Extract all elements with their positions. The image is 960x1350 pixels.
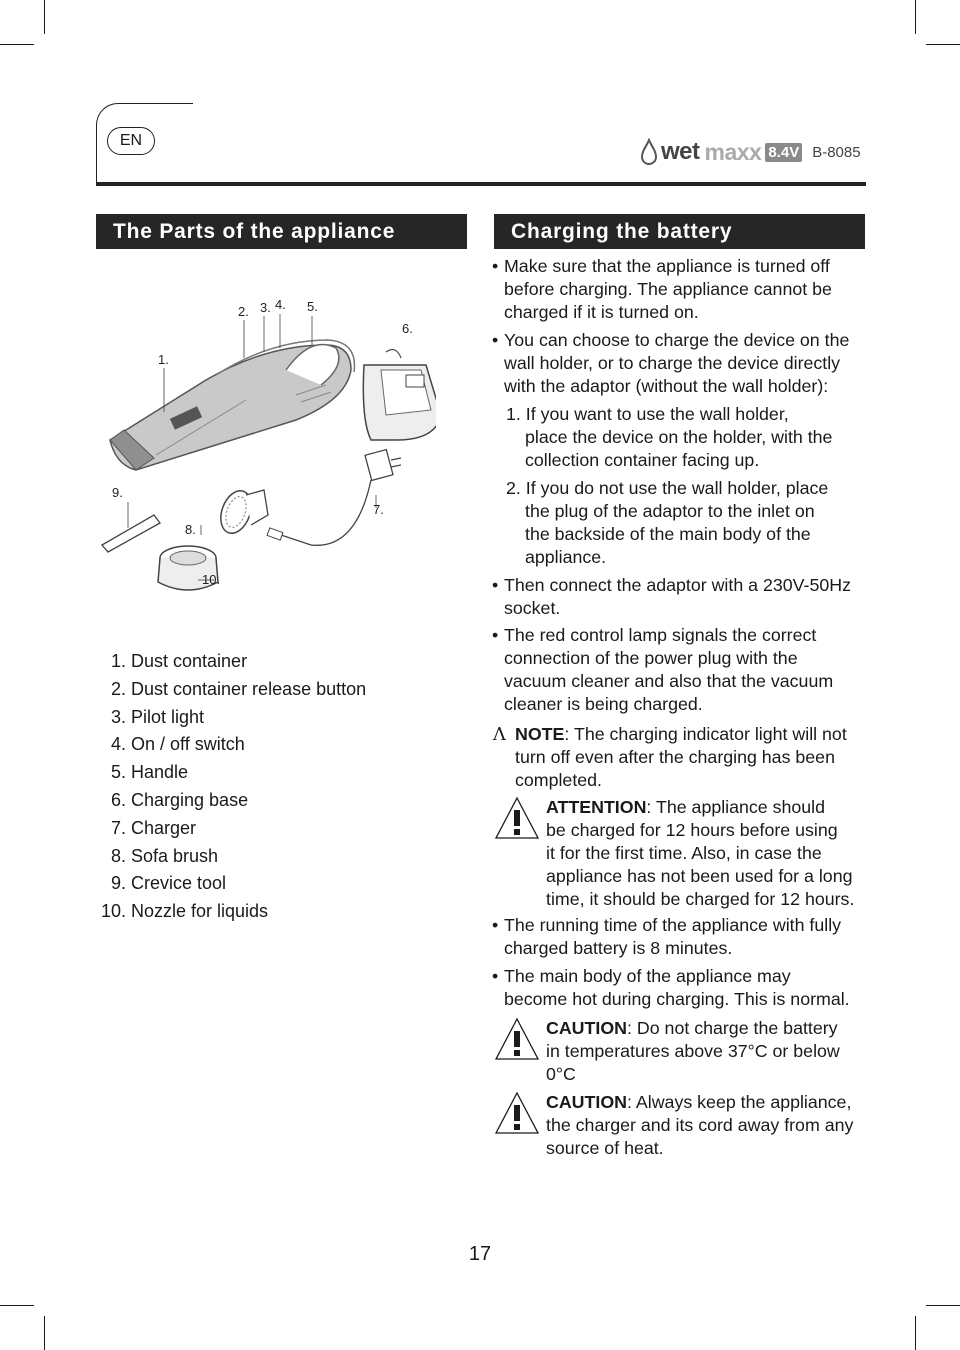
water-drop-icon [640,138,658,166]
list-item [96,676,366,704]
warning-icon [494,796,540,840]
bullet-mark: • [492,966,499,986]
part-number: 9. [110,873,126,894]
bullet-running-time [504,914,841,960]
diagram-label-1: 1. [158,352,169,367]
text-line: Make sure that the appliance is turned off [504,256,830,276]
text-line: 2. If you do not use the wall holder, place [506,478,829,498]
part-number: 7. [110,817,126,838]
part-name: Crevice tool [131,873,227,894]
caution-temperature [546,1017,840,1086]
text-line: The running time of the appliance with fully [504,915,842,935]
bullet-mark: • [492,256,499,276]
diagram-label-7: 7. [373,502,384,517]
crop-mark [915,1316,916,1350]
text-line: Then connect the adaptor with a 230V-50Hz [504,575,851,595]
note-text [515,723,847,792]
text-line: 1. If you want to use the wall holder, [506,404,789,424]
text-line: The main body of the appliance may [504,966,791,986]
appliance-illustration [96,290,436,615]
crop-mark [915,0,916,34]
caution-label: CAUTION [546,1092,627,1112]
option-wall-holder [506,403,832,472]
text-line: vacuum cleaner and also that the vacuum [504,671,834,691]
list-item [96,704,366,732]
list-item [96,815,366,843]
list-item [96,787,366,815]
caution-label: CAUTION [546,1018,627,1038]
section-title-charging: Charging the battery [494,214,865,249]
diagram-label-2: 2. [238,304,249,319]
part-name: Nozzle for liquids [131,901,269,922]
part-name: Sofa brush [131,845,219,866]
brand-voltage: 8.4V [765,143,802,162]
language-badge: EN [107,127,155,155]
text-line: time, it should be charged for 12 hours. [546,889,855,909]
bullet-mark: • [492,575,499,595]
section-title-parts: The Parts of the appliance [96,214,467,249]
part-number: 1. [110,651,126,671]
text-line: become hot during charging. This is normal. [504,989,850,1009]
bullet-mark: • [492,625,499,645]
bullet-mark: • [492,915,499,935]
note-icon: Λ [493,724,506,745]
text-line: connection of the power plug with the [504,648,798,668]
header-rule [96,182,866,186]
text-line: cleaner is being charged. [504,694,703,714]
text-line: be charged for 12 hours before using [546,820,838,840]
bullet-hot-body [504,965,850,1011]
list-item [96,759,366,787]
part-number: 5. [110,762,126,783]
attention-label: ATTENTION [546,797,647,817]
list-item [96,731,366,759]
text-line: it for the first time. Also, in case the [546,843,822,863]
part-name: Handle [131,762,189,783]
text-line: wall holder, or to charge the device directly [504,353,841,373]
crop-mark [926,1305,960,1306]
crop-mark [0,1305,34,1306]
text-line: appliance has not been used for a long [546,866,853,886]
text-line: charged battery is 8 minutes. [504,938,733,958]
text-line: You can choose to charge the device on the [504,330,850,350]
diagram-label-8: 8. [185,522,196,537]
brand-logo [640,137,861,167]
part-name: Pilot light [131,706,205,727]
caution-heat [546,1091,853,1160]
part-number: 8. [110,845,126,866]
page-number: 17 [468,1243,492,1265]
part-number: 6. [110,789,126,810]
parts-list [96,648,366,926]
warning-icon [494,1017,540,1061]
bullet-charging-options [504,329,849,398]
list-item [96,843,366,871]
text-line: with the adaptor (without the wall holder): [504,376,829,396]
bullet-mark: • [492,330,499,350]
crop-mark [926,44,960,45]
text-line: socket. [504,598,561,618]
text-line: place the device on the holder, with the [525,427,833,447]
note-label: NOTE [515,724,565,744]
model-number: B-8085 [812,143,861,161]
text-line: 0°C [546,1064,576,1084]
part-name: On / off switch [131,734,245,755]
crop-mark [0,44,34,45]
diagram-label-3: 3. [260,300,271,315]
diagram-label-6: 6. [402,321,413,336]
part-number: 2. [110,678,126,699]
text-line: : The appliance should [646,797,826,817]
option-adaptor [506,477,828,569]
text-line: the charger and its cord away from any [546,1115,854,1135]
text-line: before charging. The appliance cannot be [504,279,832,299]
crop-mark [44,1316,45,1350]
text-line: : Always keep the appliance, [627,1092,852,1112]
text-line: turn off even after the charging has been [515,747,835,767]
list-item [96,648,366,676]
part-name: Dust container release button [131,678,367,699]
appliance-diagram [96,290,436,615]
part-number: 3. [110,706,126,727]
list-item [96,898,366,926]
text-line: charged if it is turned on. [504,302,699,322]
part-number: 4. [110,734,126,755]
part-name: Charging base [131,789,249,810]
text-line: The red control lamp signals the correct [504,625,817,645]
text-line: completed. [515,770,602,790]
part-name: Charger [131,817,197,838]
bullet-control-lamp [504,624,833,716]
diagram-label-4: 4. [275,297,286,312]
crop-mark [44,0,45,34]
text-line: : The charging indicator light will not [564,724,847,744]
diagram-label-5: 5. [307,299,318,314]
bullet-power-off [504,255,832,324]
text-line: collection container facing up. [525,450,760,470]
part-number: 10. [100,901,126,922]
text-line: in temperatures above 37°C or below [546,1041,840,1061]
part-name: Dust container [131,651,248,671]
warning-icon [494,1091,540,1135]
attention-text [546,796,854,911]
diagram-label-9: 9. [112,485,123,500]
text-line: the plug of the adaptor to the inlet on [525,501,815,521]
diagram-label-10: 10. [202,572,221,587]
brand-maxx: maxx [704,138,762,165]
text-line: appliance. [525,547,607,567]
bullet-connect-adaptor [504,574,851,620]
list-item [96,870,366,898]
text-line: : Do not charge the battery [627,1018,838,1038]
text-line: source of heat. [546,1138,664,1158]
text-line: the backside of the main body of the [525,524,811,544]
brand-wet: wet [661,138,700,165]
